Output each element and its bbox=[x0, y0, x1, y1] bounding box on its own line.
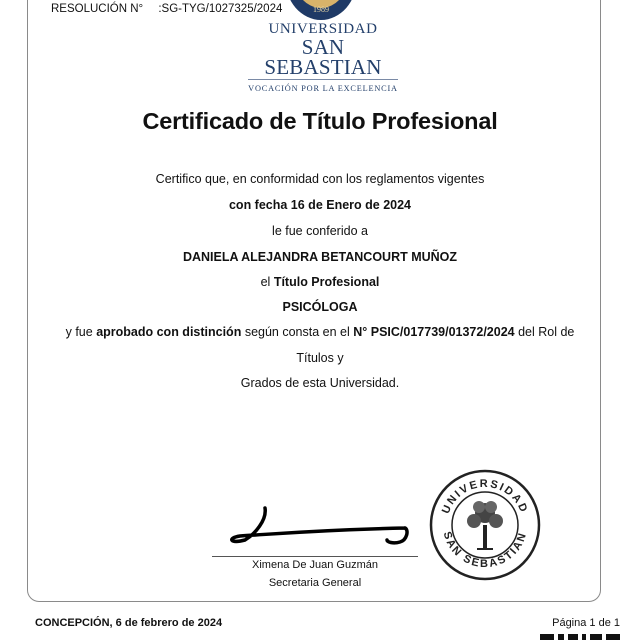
intro-text: Certifico que, en conformidad con los reglamentos vigentes bbox=[155, 172, 485, 186]
recipient-name: DANIELA ALEJANDRA BETANCOURT MUÑOZ bbox=[182, 250, 458, 264]
logo-tagline: VOCACIÓN POR LA EXCELENCIA bbox=[248, 84, 398, 93]
page-number: Página 1 de 1 bbox=[552, 617, 620, 629]
logo-line1: UNIVERSIDAD bbox=[268, 21, 378, 37]
approval-mid: según consta en el bbox=[241, 325, 354, 339]
date-line: con fecha 16 de Enero de 2024 bbox=[228, 198, 412, 212]
title-label: Título Profesional bbox=[273, 275, 380, 289]
signature-line bbox=[212, 556, 418, 557]
svg-text:1989: 1989 bbox=[313, 5, 329, 14]
university-seal-icon bbox=[429, 469, 541, 581]
title-line bbox=[0, 275, 640, 289]
certificate-title: Certificado de Título Profesional bbox=[142, 108, 498, 134]
svg-text:SAN SEBASTIAN: SAN SEBASTIAN bbox=[440, 530, 530, 570]
approval-pre: y fue bbox=[65, 325, 97, 339]
approval-distinction: aprobado con distinción bbox=[96, 325, 242, 339]
university-crest-icon bbox=[283, 0, 359, 22]
title-prefix: el bbox=[260, 275, 274, 289]
resolution-number bbox=[51, 3, 282, 15]
grados-line: Grados de esta Universidad. bbox=[240, 376, 400, 390]
titulos-line: Títulos y bbox=[296, 351, 344, 365]
resolution-value: :SG-TYG/1027325/2024 bbox=[158, 3, 283, 15]
degree-name: PSICÓLOGA bbox=[282, 300, 358, 314]
signatory-name: Ximena De Juan Guzmán bbox=[252, 559, 378, 571]
signature-icon bbox=[215, 500, 415, 560]
place-date: CONCEPCIÓN, 6 de febrero de 2024 bbox=[35, 617, 223, 629]
university-logo bbox=[248, 22, 398, 93]
approval-post: del Rol de bbox=[514, 325, 575, 339]
approval-line bbox=[0, 325, 640, 339]
logo-line2: SAN SEBASTIAN bbox=[248, 37, 398, 80]
resolution-label: RESOLUCIÓN N° bbox=[51, 3, 144, 15]
svg-text:UNIVERSIDAD: UNIVERSIDAD bbox=[439, 477, 531, 516]
record-number: N° PSIC/017739/01372/2024 bbox=[353, 325, 515, 339]
conferred-text: le fue conferido a bbox=[272, 224, 368, 238]
signatory-role: Secretaria General bbox=[268, 577, 362, 589]
barcode-icon bbox=[540, 634, 620, 640]
